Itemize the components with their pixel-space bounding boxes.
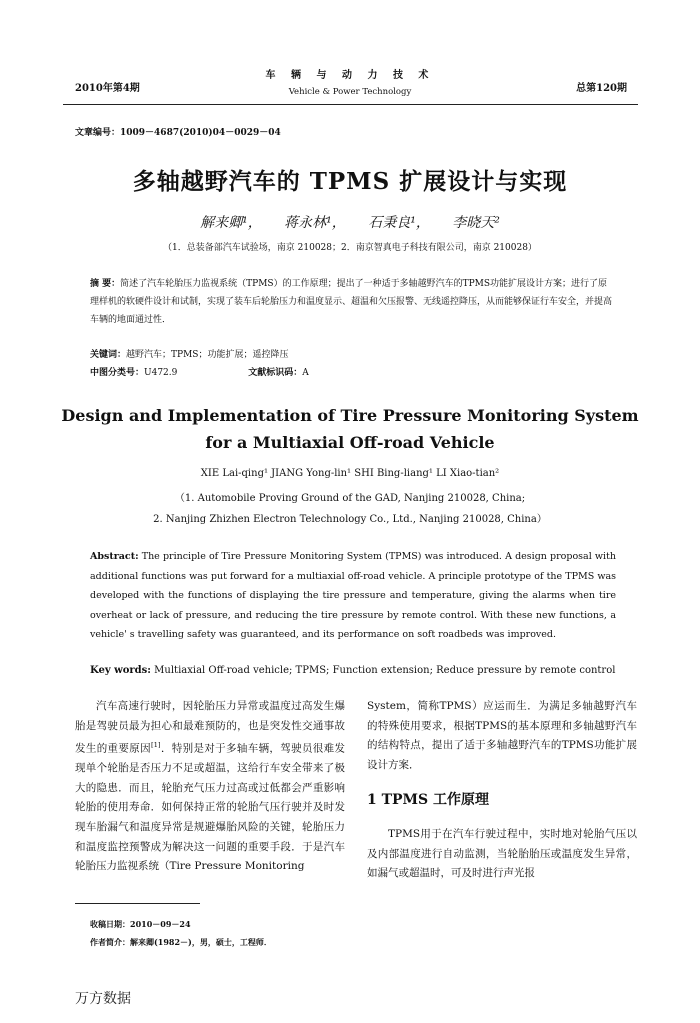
paper-title-cn: 多轴越野汽车的 TPMS 扩展设计与实现 [132,168,568,195]
keywords-en-label: Key words: [90,665,151,676]
paper-title-en-line1: Design and Implementation of Tire Pressure Monitoring System [61,406,639,425]
body-column-left [75,697,345,877]
keywords-cn-label: 关键词： [90,350,127,360]
footnote-received: 收稿日期：2010－09－24 [90,919,191,929]
citation-ref: [1] [150,741,161,750]
affiliation-cn: （1．总装备部汽车试验场，南京 210028；2．南京智真电子科技有限公司，南京 210028） [163,243,537,253]
section-heading: 1 TPMS 工作原理 [367,792,490,809]
doc-code-value: A [302,368,309,378]
abstract-cn-text: 简述了汽车轮胎压力监视系统（TPMS）的工作原理；提出了一种适于多轴越野汽车的TPMS功能扩展设计方案；进行了原理样机的软硬件设计和试制，实现了装车后轮胎压力和温度显示、超温和欠压报警、无线遥控降压，从而能够保证行车安全，并提高车辆的地面通过性． [90,279,613,325]
body-text-a: 汽车高速行驶时，因轮胎压力异常或温度过高发生爆胎是驾驶员最为担心和最难预防的，也是突发性交通事故发生的重要原因 [75,700,345,755]
watermark: 万方数据 [75,991,131,1007]
article-number: 文章编号：1009－4687(2010)04－0029－04 [75,128,281,138]
affiliation-en-1: （1. Automobile Proving Ground of the GAD, Nanjing 210028, China; [174,493,526,504]
doc-code-label: 文献标识码： [248,368,303,378]
authors-en: XIE Lai-qing¹ JIANG Yong-lin¹ SHI Bing-liang¹ LI Xiao-tian² [200,468,500,479]
journal-issue: 2010年第4期 [75,83,140,94]
abstract-en-text: The principle of Tire Pressure Monitoring System (TPMS) was introduced. A design proposal with additional functions was put forward for a multiaxial off-road vehicle. A principle prototype of the TPMS was developed with the functions of displaying the tire pressure and temperature, giving the alarms when tire overheat or lack of pressure, and reducing the tire pressure by remote control. With these new functions, a vehicle' s travelling safety was guaranteed, and its performance on soft roadbeds was improved. [90,551,616,640]
classification-label: 中图分类号： [90,368,145,378]
paper-title-en-line2: for a Multiaxial Off-road Vehicle [205,433,495,452]
abstract-cn [90,275,615,329]
affiliation-en-2: 2. Nanjing Zhizhen Electron Telechnology Co., Ltd., Nanjing 210028, China） [153,514,547,525]
abstract-en-label: Abstract: [90,551,139,562]
body-column-right [367,697,637,884]
keywords-cn-text: 越野汽车；TPMS；功能扩展；遥控降压 [126,350,289,360]
classification-line [90,365,309,378]
body-paragraph [75,697,345,877]
footnote-rule [75,903,200,904]
authors-cn: 解来卿¹， 蒋永林¹， 石秉良¹， 李晓天² [200,215,500,231]
body-text-b: ．特别是对于多轴车辆，驾驶员很难发现单个轮胎是否压力不足或超温，这给行车安全带来了极大的隐患．而且，轮胎充气压力过高或过低都会严重影响轮胎的使用寿命．如何保持正常的轮胎气压行驶并及时发现车胎漏气和温度异常是规避爆胎风险的关键，轮胎压力和温度监控预警成为解决这一问题的重要手段．于是汽车轮胎压力监视系统（Tire Pressure Monitoring [75,742,346,873]
journal-title-cn: 车 辆 与 动 力 技 术 [265,70,435,81]
footnote-author: 作者简介：解来卿(1982－)，男，硕士，工程师． [90,937,272,947]
abstract-cn-label: 摘 要： [90,279,121,289]
body-paragraph: TPMS用于在汽车行驶过程中，实时地对轮胎气压以及内部温度进行自动监测，当轮胎胎压或温度发生异常，如漏气或超温时，可及时进行声光报 [367,827,637,880]
journal-title-en: Vehicle & Power Technology [288,87,412,97]
keywords-en [90,665,615,676]
body-paragraph: System，简称TPMS）应运而生．为满足多轴越野汽车的特殊使用要求，根据TPMS的基本原理和多轴越野汽车的结构特点，提出了适于多轴越野汽车的TPMS功能扩展设计方案． [367,700,637,771]
classification-value: U472.9 [144,368,178,378]
abstract-en [90,547,616,645]
header-rule [63,104,638,105]
journal-total-issue: 总第120期 [576,83,627,94]
keywords-en-text: Multiaxial Off-road vehicle; TPMS; Function extension; Reduce pressure by remote control [151,665,616,676]
paper-title-en [0,402,700,456]
keywords-cn [90,347,288,360]
